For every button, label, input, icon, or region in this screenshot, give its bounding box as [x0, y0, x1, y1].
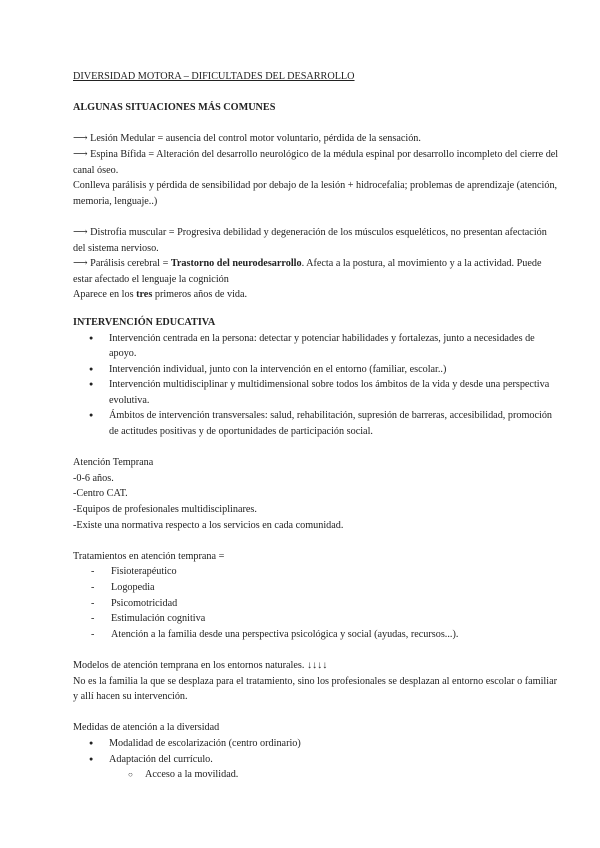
medidas-heading: Medidas de atención a la diversidad	[73, 722, 220, 734]
modelos-text: No es la familia la que se desplaza para el tratamiento, sino los profesionales se desplazan al entorno escolar o familiar y allí hacen su intervención.	[73, 675, 558, 703]
paragraph-aparece: Aparece en los tres primeros años de vida.	[73, 289, 248, 301]
section-heading-situaciones: ALGUNAS SITUACIONES MÁS COMUNES	[73, 102, 276, 114]
atencion-line: -0-6 años.	[73, 472, 114, 484]
paragraph-paralisis: ⟶ Parálisis cerebral = Trastorno del neurodesarrollo. Afecta a la postura, al movimiento y a la actividad. Puede estar afectado el lenguaje la cognición	[73, 258, 542, 285]
list-item: ● Intervención individual, junto con la intervención en el entorno (familiar, escolar..)	[73, 362, 560, 378]
list-item: - Fisioterapéutico	[73, 564, 560, 580]
section-heading-intervencion: INTERVENCIÓN EDUCATIVA	[73, 316, 216, 328]
list-subitem: ○ Acceso a la movilidad.	[73, 767, 560, 783]
intervencion-list	[73, 331, 560, 440]
list-item: - Atención a la familia desde una perspectiva psicológica y social (ayudas, recursos...).	[73, 627, 560, 643]
list-item: ● Adaptación del currículo.	[73, 752, 560, 768]
paragraph-distrofia: ⟶ Distrofia muscular = Progresiva debilidad y degeneración de los músculos esqueléticos, no presentan afectación del sistema nervioso.	[73, 226, 547, 254]
list-item: - Logopedia	[73, 580, 560, 596]
list-item: - Psicomotricidad	[73, 596, 560, 612]
paragraph-lesion-medular: ⟶ Lesión Medular = ausencia del control motor voluntario, pérdida de la sensación.	[73, 133, 421, 145]
atencion-temprana-heading: Atención Temprana	[73, 457, 154, 469]
list-item: ● Modalidad de escolarización (centro ordinario)	[73, 736, 560, 752]
medidas-sublist	[73, 767, 560, 783]
list-item: ● Intervención multidisciplinar y multidimensional sobre todos los ámbitos de la vida y desde una perspectiva evolutiva.	[73, 377, 560, 408]
paragraph-espina-bifida: ⟶ Espina Bífida = Alteración del desarrollo neurológico de la médula espinal por desarrollo incompleto del cierre del canal óseo.	[73, 148, 559, 176]
atencion-line: -Centro CAT.	[73, 488, 128, 500]
atencion-line: -Equipos de profesionales multidisciplinares.	[73, 504, 257, 516]
paragraph-conlleva: Conlleva parálisis y pérdida de sensibilidad por debajo de la lesión + hidrocefalia; problemas de aprendizaje (atención, memoria, lenguaje..)	[73, 180, 558, 207]
list-item: ● Intervención centrada en la persona: detectar y potenciar habilidades y fortalezas, junto a necesidades de apoyo.	[73, 331, 560, 362]
atencion-line: -Existe una normativa respecto a los servicios en cada comunidad.	[73, 519, 344, 531]
tratamientos-heading: Tratamientos en atención temprana =	[73, 550, 225, 562]
document-title: DIVERSIDAD MOTORA – DIFICULTADES DEL DESARROLLO	[73, 71, 355, 82]
modelos-heading: Modelos de atención temprana en los entornos naturales. ↓↓↓↓	[73, 659, 328, 671]
tratamientos-list	[73, 564, 560, 642]
medidas-list	[73, 736, 560, 767]
list-item: - Estimulación cognitiva	[73, 611, 560, 627]
list-item: ● Ámbitos de intervención transversales: salud, rehabilitación, supresión de barreras, accesibilidad, promoción de actitudes positivas y de oportunidades de participación social.	[73, 408, 560, 439]
